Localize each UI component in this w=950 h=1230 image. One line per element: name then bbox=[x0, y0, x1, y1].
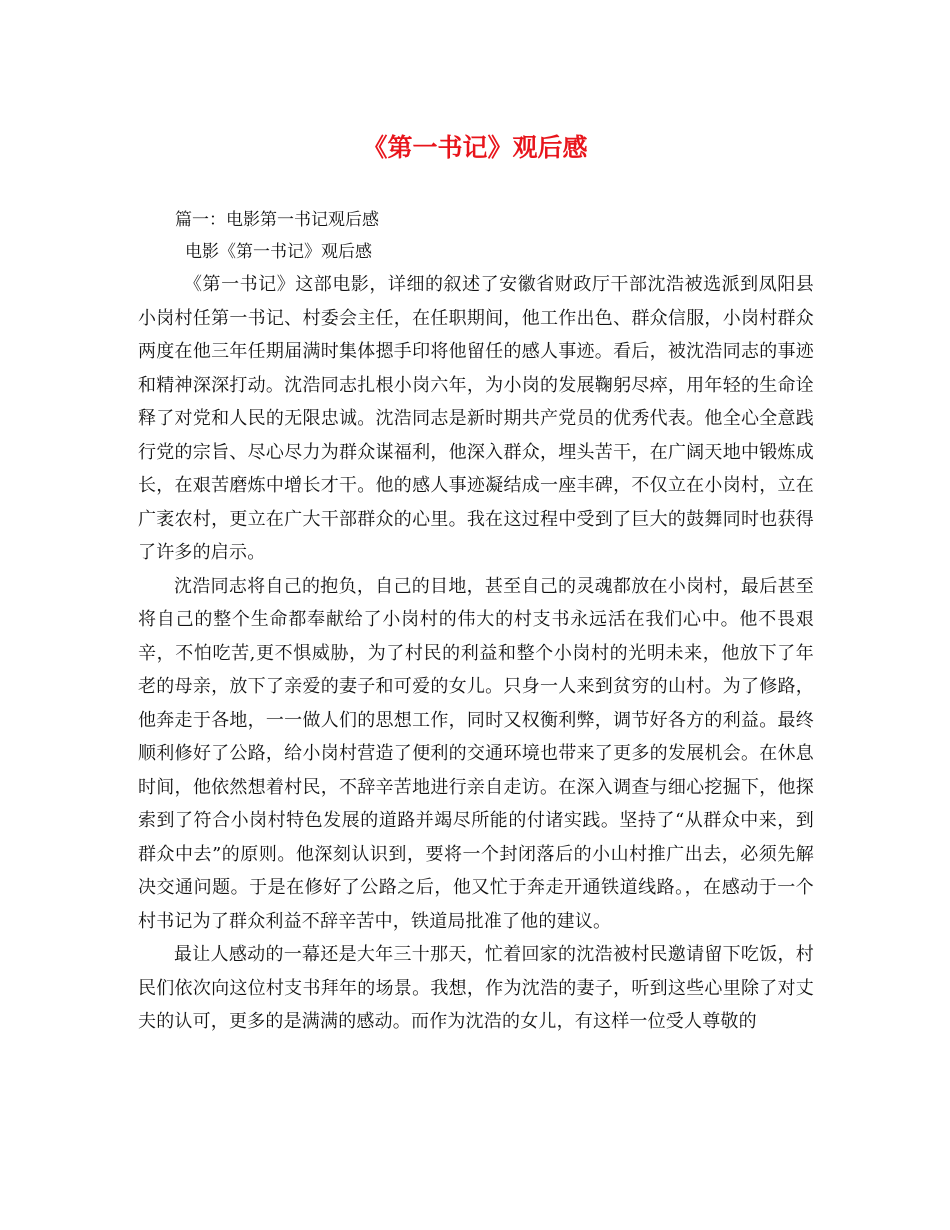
document-title: 《第一书记》观后感 bbox=[362, 133, 588, 162]
body-paragraph: 沈浩同志将自己的抱负，自己的目地，甚至自己的灵魂都放在小岗村，最后甚至将自己的整个生命都奉献给了小岗村的伟大的村支书永远活在我们心中。他不畏艰辛，不怕吃苦,更不惧威胁，为了村民的利益和整个小岗村的光明未来，他放下了年老的母亲，放下了亲爱的妻子和可爱的女儿。只身一人来到贫穷的山村。为了修路，他奔走于各地，一一做人们的思想工作，同时又权衡利弊，调节好各方的利益。最终顺利修好了公路，给小岗村营造了便利的交通环境也带来了更多的发展机会。在休息时间，他依然想着村民，不辞辛苦地进行亲自走访。在深入调查与细心挖掘下，他探索到了符合小岗村特色发展的道路并竭尽所能的付诸实践。坚持了“从群众中来，到群众中去”的原则。他深刻认识到，要将一个封闭落后的小山村推广出去，必须先解决交通问题。于是在修好了公路之后，他又忙于奔走开通铁道线路。，在感动于一个村书记为了群众利益不辞辛苦中，铁道局批准了他的建议。 bbox=[138, 575, 814, 932]
body-paragraph: 《第一书记》这部电影，详细的叙述了安徽省财政厅干部沈浩被选派到凤阳县小岗村任第一书记、村委会主任，在任职期间，他工作出色、群众信服，小岗村群众两度在他三年任期届满时集体摁手印将他留任的感人事迹。看后，被沈浩同志的事迹和精神深深打动。沈浩同志扎根小岗六年，为小岗的发展鞠躬尽瘁，用年轻的生命诠释了对党和人民的无限忠诚。沈浩同志是新时期共产党员的优秀代表。他全心全意践行党的宗旨、尽心尽力为群众谋福利，他深入群众，埋头苦干，在广阔天地中锻炼成长，在艰苦磨炼中增长才干。他的感人事迹凝结成一座丰碑，不仅立在小岗村，立在广袤农村，更立在广大干部群众的心里。我在这过程中受到了巨大的鼓舞同时也获得了许多的启示。 bbox=[138, 274, 814, 563]
article-heading: 电影《第一书记》观后感 bbox=[185, 242, 372, 262]
section-heading: 篇一：电影第一书记观后感 bbox=[175, 210, 379, 230]
body-paragraph: 最让人感动的一幕还是大年三十那天，忙着回家的沈浩被村民邀请留下吃饭，村民们依次向这位村支书拜年的场景。我想，作为沈浩的妻子，听到这些心里除了对丈夫的认可，更多的是满满的感动。而作为沈浩的女儿，有这样一位受人尊敬的 bbox=[138, 944, 814, 1032]
document-body bbox=[138, 204, 814, 1039]
